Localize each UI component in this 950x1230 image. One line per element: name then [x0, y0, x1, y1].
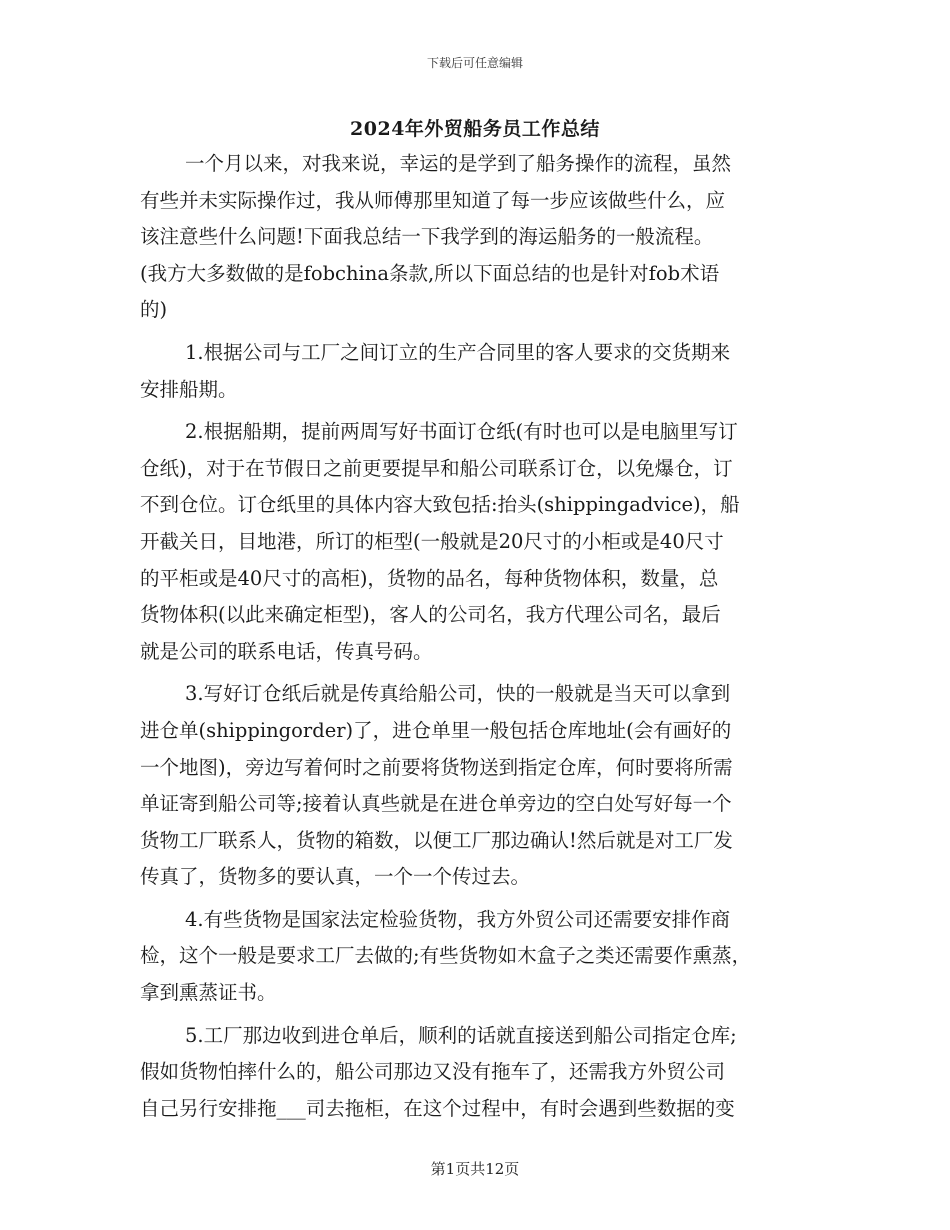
paragraph — [140, 414, 815, 670]
text-line: 的平柜或是40尺寸的高柜)，货物的品名，每种货物体积，数量，总 — [140, 566, 719, 590]
page-footer: 第1页共12页 — [430, 1160, 520, 1178]
text-line: 单证寄到船公司等;接着认真些就是在进仓单旁边的空白处写好每一个 — [140, 792, 732, 816]
text-line: 有些并未实际操作过，我从师傅那里知道了每一步应该做些什么，应 — [140, 188, 726, 212]
text-line: 3.写好订仓纸后就是传真给船公司，快的一般就是当天可以拿到 — [185, 682, 731, 706]
header-note: 下载后可任意编辑 — [426, 56, 523, 70]
text-line: 2.根据船期，提前两周写好书面订仓纸(有时也可以是电脑里写订 — [185, 420, 738, 444]
document-body — [140, 146, 815, 1127]
text-line: 自己另行安排拖___司去拖柜，在这个过程中，有时会遇到些数据的变 — [140, 1096, 735, 1120]
text-line: 假如货物怕摔什么的，船公司那边又没有拖车了，还需我方外贸公司 — [140, 1060, 726, 1084]
text-line: 1.根据公司与工厂之间订立的生产合同里的客人要求的交货期来 — [185, 340, 731, 364]
text-line: 该注意些什么问题!下面我总结一下我学到的海运船务的一般流程。 — [140, 225, 714, 249]
paragraph — [140, 146, 815, 329]
text-line: 检，这个一般是要求工厂去做的;有些货物如木盒子之类还需要作熏蒸， — [140, 944, 752, 968]
paragraph — [140, 335, 815, 408]
text-line: 货物工厂联系人，货物的箱数，以便工厂那边确认!然后就是对工厂发 — [140, 828, 733, 852]
text-line: 的) — [140, 298, 168, 322]
text-line: 4.有些货物是国家法定检验货物，我方外贸公司还需要安排作商 — [185, 907, 731, 931]
text-line: 一个地图)，旁边写着何时之前要将货物送到指定仓库，何时要将所需 — [140, 755, 733, 779]
text-line: 5.工厂那边收到进仓单后，顺利的话就直接送到船公司指定仓库; — [185, 1023, 737, 1047]
paragraph — [140, 1018, 815, 1128]
text-line: 拿到熏蒸证书。 — [140, 981, 277, 1005]
text-line: 就是公司的联系电话，传真号码。 — [140, 639, 433, 663]
text-line: 一个月以来，对我来说，幸运的是学到了船务操作的流程，虽然 — [185, 152, 732, 175]
text-line: 货物体积(以此来确定柜型)，客人的公司名，我方代理公司名，最后 — [140, 603, 721, 627]
paragraph — [140, 902, 815, 1012]
text-line: (我方大多数做的是fobchina条款,所以下面总结的也是针对fob术语 — [140, 261, 720, 285]
text-line: 传真了，货物多的要认真，一个一个传过去。 — [140, 865, 531, 889]
text-line: 仓纸)，对于在节假日之前更要提早和船公司联系订仓，以免爆仓，订 — [140, 456, 733, 480]
document-title: 2024年外贸船务员工作总结 — [350, 118, 600, 140]
text-line: 进仓单(shippingorder)了，进仓单里一般包括仓库地址(会有画好的 — [140, 718, 732, 742]
text-line: 开截关日，目地港，所订的柜型(一般就是20尺寸的小柜或是40尺寸 — [140, 529, 724, 553]
paragraph — [140, 676, 815, 896]
text-line: 安排船期。 — [140, 377, 238, 401]
text-line: 不到仓位。订仓纸里的具体内容大致包括:抬头(shippingadvice)，船 — [140, 493, 740, 517]
